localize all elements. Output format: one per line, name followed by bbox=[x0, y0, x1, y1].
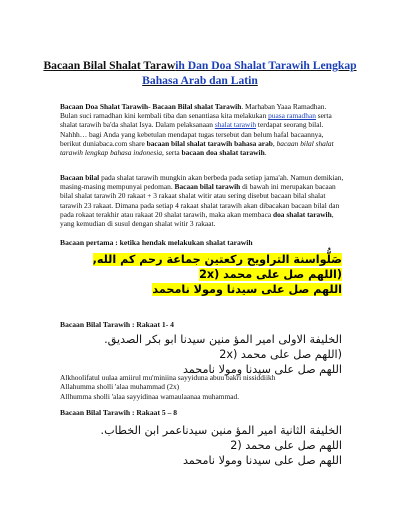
expl-text-3: , yang kemudian di susul dengan shalat witir 3 rakaat. bbox=[60, 209, 334, 229]
arabic-1-line-1: صَلُّواسنة التراويح ركعتين جماعة رحم كم الله, bbox=[92, 253, 342, 266]
arabic-block-2 bbox=[22, 332, 342, 377]
explanation-paragraph bbox=[60, 173, 345, 228]
arabic-3-line-2: اللهم صل على محمد (2 bbox=[230, 439, 342, 452]
arabic-1-line-2: (اللهم صل على محمد (2x bbox=[199, 268, 342, 281]
arabic-2-line-1: الخليفة الاولى امير المؤ منين سيدنا ابو بكر الصديق. bbox=[104, 333, 342, 346]
section-heading-2: Bacaan Bilal Tarawih : Rakaat 1- 4 bbox=[60, 320, 174, 329]
title-part-2: ih Dan Doa Shalat Tarawih Lengkap Bahasa Arab dan Latin bbox=[142, 59, 357, 87]
arabic-3-line-3: اللهم صل على سيدنا ومولا نامحمد bbox=[182, 454, 342, 467]
arabic-block-3 bbox=[22, 423, 342, 468]
expl-bold-2: Bacaan bilal tarawih bbox=[174, 182, 241, 192]
section-heading-1: Bacaan pertama : ketika hendak melakukan shalat tarawih bbox=[60, 238, 253, 247]
intro-text-3: terdapat seorang bilal. Nahhh… bagi Anda yang kebetulan mendapat tugas tersebut dan belum hafal bacaannya, berikut duniabaca.com share bbox=[60, 120, 324, 148]
intro-text-1: . Marhaban Yaaa Ramadhan. Bulan suci ramadhan kini kembali tiba dan senantiasa kita melakukan bbox=[60, 102, 327, 121]
latin-transliteration-2 bbox=[60, 373, 345, 401]
intro-bold-1: bacaan bilal shalat tarawih bahasa arab bbox=[146, 138, 273, 148]
arabic-block-1 bbox=[22, 252, 342, 297]
latin-2-line-3: Allhumma sholli 'alaa sayyidinaa wamaulaanaa muhammad. bbox=[60, 391, 240, 401]
expl-bold-1: Bacaan bilal bbox=[60, 173, 100, 182]
intro-text-6: . bbox=[264, 148, 267, 158]
page-title bbox=[30, 58, 370, 88]
expl-bold-3: doa shalat tarawih bbox=[273, 209, 332, 219]
intro-bold-2: bacaan doa shalat tarawih bbox=[181, 148, 265, 158]
arabic-3-line-1: الخليفة الثانية امير المؤ منين سيدناعمر ابن الخطاب. bbox=[100, 424, 342, 437]
intro-text-5: , serta bbox=[162, 148, 182, 158]
latin-2-line-1: Alkhoolifatul uulaa amiirul mu'miniina sayyiduna abuu bakri nissiddiikh bbox=[60, 373, 276, 382]
intro-paragraph bbox=[60, 102, 345, 157]
expl-text-1: pada shalat tarawih mungkin akan berbeda pada setiap jama'ah. Namun demikian, masing-masing mempunyai pedoman. bbox=[60, 173, 344, 192]
intro-text-4: , bbox=[272, 138, 277, 148]
arabic-1-line-3: اللهم صل على سيدنا ومولا نامحمد bbox=[152, 283, 342, 296]
intro-text-2: serta shalat tarawih ba'da shalat Isya. Dalam pelaksanaan bbox=[60, 111, 332, 130]
arabic-2-line-2: (اللهم صل على محمد (2x bbox=[219, 348, 342, 361]
link-puasa-ramadhan[interactable]: puasa ramadhan bbox=[268, 111, 316, 121]
latin-2-line-2: Allahumma sholli 'alaa muhammad (2x) bbox=[60, 382, 180, 392]
expl-text-2: di bawah ini merupakan bacaan bilal shalat tarawih 20 rakaat + 3 rakaat shalat witir atau sering disebut bacaan bilal shalat tarawih 23 rakaat. Dimana pada setiap 4 rakaat shalat tarawih akan dibacakan bacaan bilal dan pada rokaat terakhir atau rakaat 20 shalat tarawih, maka akan membaca bbox=[60, 182, 340, 219]
title-part-1: Bacaan Bilal Shalat Taraw bbox=[43, 59, 176, 72]
section-heading-3: Bacaan Bilal Tarawih : Rakaat 5 – 8 bbox=[60, 408, 178, 417]
arabic-2-line-3: اللهم صل على سيدنا ومولا نامحمد bbox=[182, 363, 342, 376]
intro-lead: Bacaan Doa Shalat Tarawih- Bacaan Bilal shalat Tarawih bbox=[60, 102, 242, 111]
link-shalat-tarawih[interactable]: shalat tarawih bbox=[214, 120, 257, 130]
intro-italic-1: bacaan bilal shalat tarawih lengkap bahasa indonesia bbox=[60, 138, 334, 158]
